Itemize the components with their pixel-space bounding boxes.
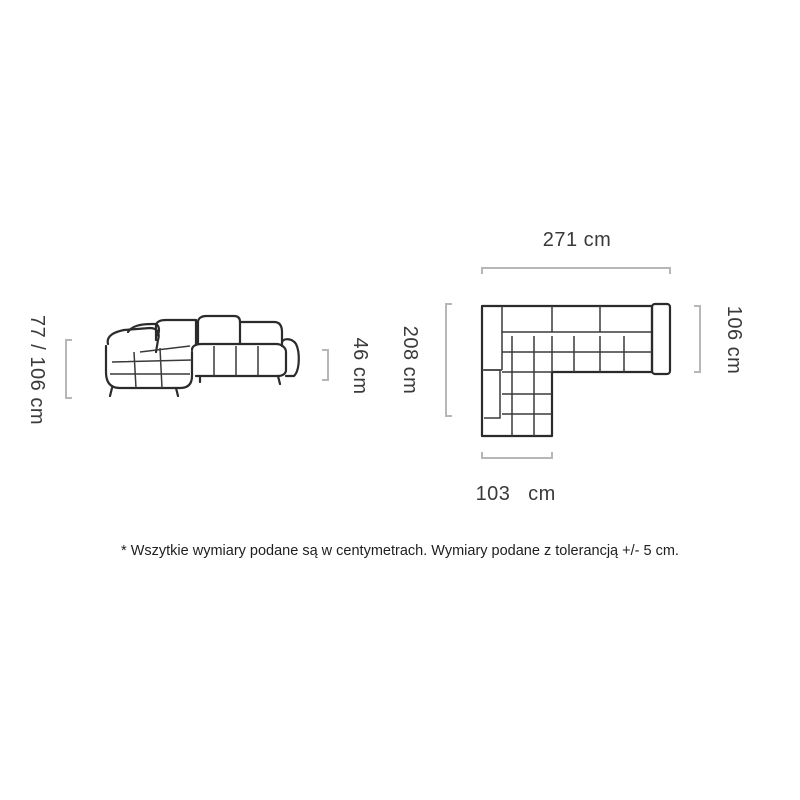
chaise-width-unit: cm bbox=[528, 483, 556, 505]
total-depth-label: 208 cm bbox=[399, 325, 421, 395]
plan-left-backrest bbox=[482, 332, 502, 370]
total-width-dimension bbox=[482, 229, 670, 274]
plan-seat-grid bbox=[502, 336, 652, 436]
front-height-label: 77 / 106 cm bbox=[26, 314, 48, 426]
right-seat-cushions bbox=[214, 346, 258, 376]
front-height-guide bbox=[66, 340, 72, 398]
chaise-base bbox=[106, 346, 192, 388]
back-right bbox=[240, 322, 282, 346]
total-depth-dimension bbox=[399, 304, 452, 416]
right-armrest bbox=[282, 339, 299, 376]
seat-height-dimension bbox=[322, 338, 371, 395]
sofa-plan-view bbox=[482, 304, 670, 436]
back-frame bbox=[156, 320, 196, 344]
total-width-guide bbox=[482, 268, 670, 274]
total-depth-guide bbox=[446, 304, 452, 416]
chaise-width-guide bbox=[482, 452, 552, 458]
sofa-front-view bbox=[106, 316, 299, 396]
right-seat-base bbox=[192, 344, 286, 376]
left-armrest bbox=[108, 328, 159, 352]
chaise-cushions bbox=[110, 346, 192, 388]
plan-outline bbox=[482, 306, 652, 436]
seat-height-guide bbox=[322, 350, 328, 380]
back-depth-label: 106 cm bbox=[723, 305, 745, 375]
chaise-width-number: 103 bbox=[475, 483, 511, 505]
center-headrest bbox=[198, 316, 240, 344]
seat-height-label: 46 cm bbox=[349, 337, 371, 395]
plan-backrest bbox=[502, 306, 652, 332]
total-width-label: 271 cm bbox=[542, 229, 612, 251]
plan-left-arm bbox=[484, 370, 500, 418]
footnote: * Wszytkie wymiary podane są w centymetrach. Wymiary podane z tolerancją +/- 5 cm. bbox=[121, 543, 679, 559]
plan-right-arm bbox=[652, 304, 670, 374]
back-depth-guide bbox=[694, 306, 700, 372]
front-height-dimension bbox=[26, 315, 72, 425]
back-depth-dimension bbox=[694, 306, 745, 375]
chaise-width-dimension bbox=[476, 452, 556, 505]
